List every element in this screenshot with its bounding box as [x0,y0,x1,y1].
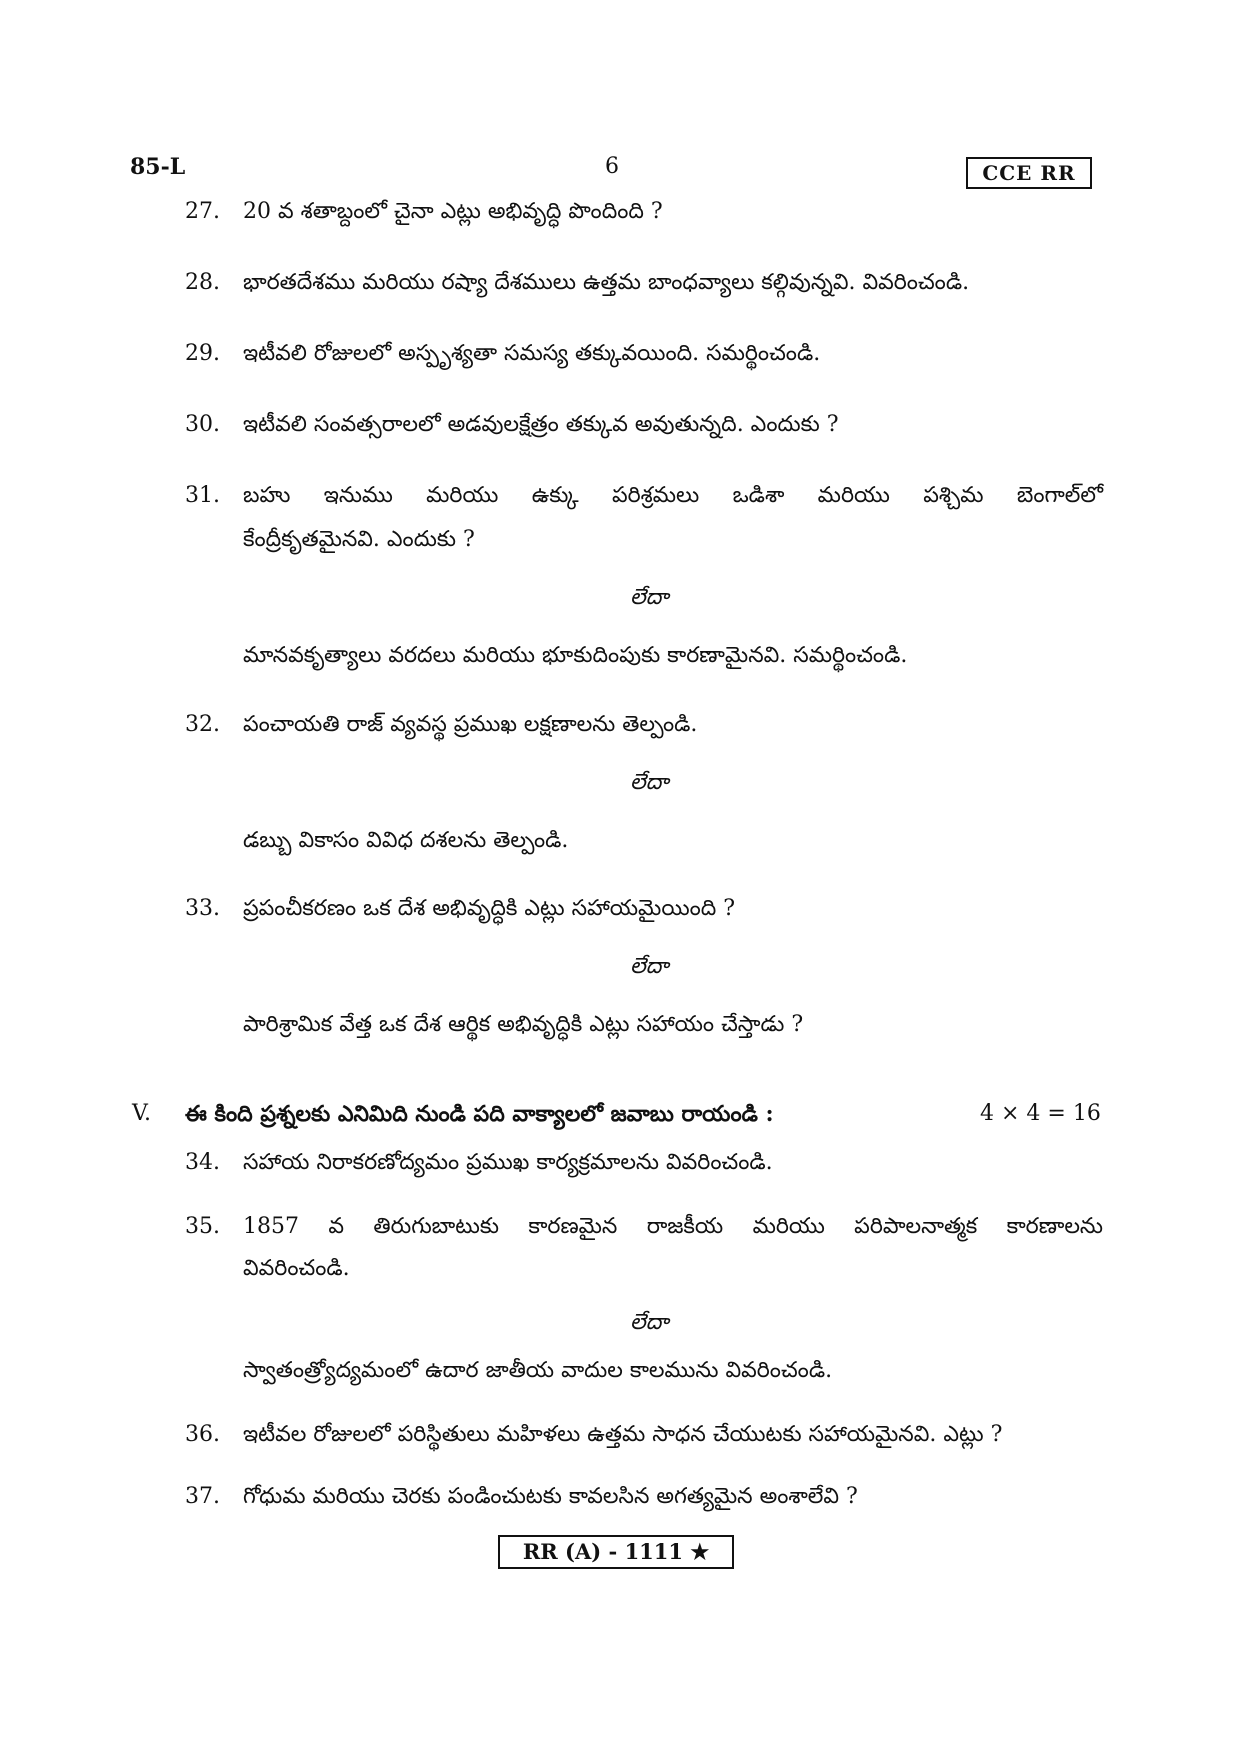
question-text: సహాయ నిరాకరణోద్యమం ప్రముఖ కార్యక్రమాలను వివరించండి. [243,1150,773,1175]
or-label: లేదా [630,585,669,610]
question-number: 30. [185,412,220,437]
question-number: 34. [185,1150,220,1175]
section-instruction: ఈ కింది ప్రశ్నలకు ఎనిమిది నుండి పది వాక్యాలలో జవాబు రాయండి : [185,1101,774,1127]
question-text: గోధుమ మరియు చెరకు పండించుటకు కావలసిన అగత్యమైన అంశాలేవి ? [243,1484,858,1509]
page-number: 6 [605,154,619,179]
or-label: లేదా [630,954,669,979]
question-number: 36. [185,1422,220,1447]
question-text: 20 వ శతాబ్దంలో చైనా ఎట్లు అభివృద్ధి పొందింది ? [243,199,663,224]
or-label: లేదా [630,770,669,795]
alternative-question-text: స్వాతంత్ర్యోద్యమంలో ఉదార జాతీయ వాదుల కాలమును వివరించండి. [243,1358,833,1383]
question-number: 37. [185,1484,220,1509]
question-text: పంచాయతి రాజ్ వ్యవస్థ ప్రముఖ లక్షణాలను తెల్పండి. [243,712,698,737]
question-number: 28. [185,270,220,295]
question-text-continued: కేంద్రీకృతమైనవి. ఎందుకు ? [243,527,475,552]
question-text: ఇటీవల రోజులలో పరిస్థితులు మహిళలు ఉత్తమ సాధన చేయుటకు సహాయమైనవి. ఎట్లు ? [243,1422,1003,1447]
question-text-continued: వివరించండి. [243,1256,350,1281]
question-number: 27. [185,199,220,224]
question-number: 33. [185,896,220,921]
question-text: భారతదేశము మరియు రష్యా దేశములు ఉత్తమ బాంధవ్యాలు కల్గివున్నవి. వివరించండి. [243,270,970,295]
question-number: 31. [185,483,220,508]
question-text: ప్రపంచీకరణం ఒక దేశ అభివృద్ధికి ఎట్లు సహాయమైయింది ? [243,896,736,921]
exam-type-box: CCE RR [966,157,1092,189]
question-text: బహు ఇనుము మరియు ఉక్కు పరిశ్రమలు ఒడిశా మరియు పశ్చిమ బెంగాల్‌లో [243,483,1103,508]
question-number: 35. [185,1214,220,1239]
question-text: ఇటీవలి రోజులలో అస్పృశ్యతా సమస్య తక్కువయింది. సమర్థించండి. [243,341,821,366]
or-label: లేదా [630,1310,669,1335]
footer-code-box: RR (A) - 1111 ★ [498,1535,734,1569]
question-number: 29. [185,341,220,366]
question-number: 32. [185,712,220,737]
alternative-question-text: మానవకృత్యాలు వరదలు మరియు భూకుదింపుకు కారణామైనవి. సమర్థించండి. [243,643,908,668]
section-marks: 4 × 4 = 16 [980,1101,1101,1126]
question-text: 1857 వ తిరుగుబాటుకు కారణమైన రాజకీయ మరియు పరిపాలనాత్మక కారణాలను [243,1214,1103,1239]
alternative-question-text: డబ్బు వికాసం వివిధ దశలను తెల్పండి. [243,828,569,853]
paper-code: 85-L [130,154,186,180]
question-text: ఇటీవలి సంవత్సరాలలో అడవులక్షేత్రం తక్కువ అవుతున్నది. ఎందుకు ? [243,412,839,437]
alternative-question-text: పారిశ్రామిక వేత్త ఒక దేశ ఆర్థిక అభివృద్ధికి ఎట్లు సహాయం చేస్తాడు ? [243,1012,804,1037]
section-number: V. [132,1101,152,1126]
